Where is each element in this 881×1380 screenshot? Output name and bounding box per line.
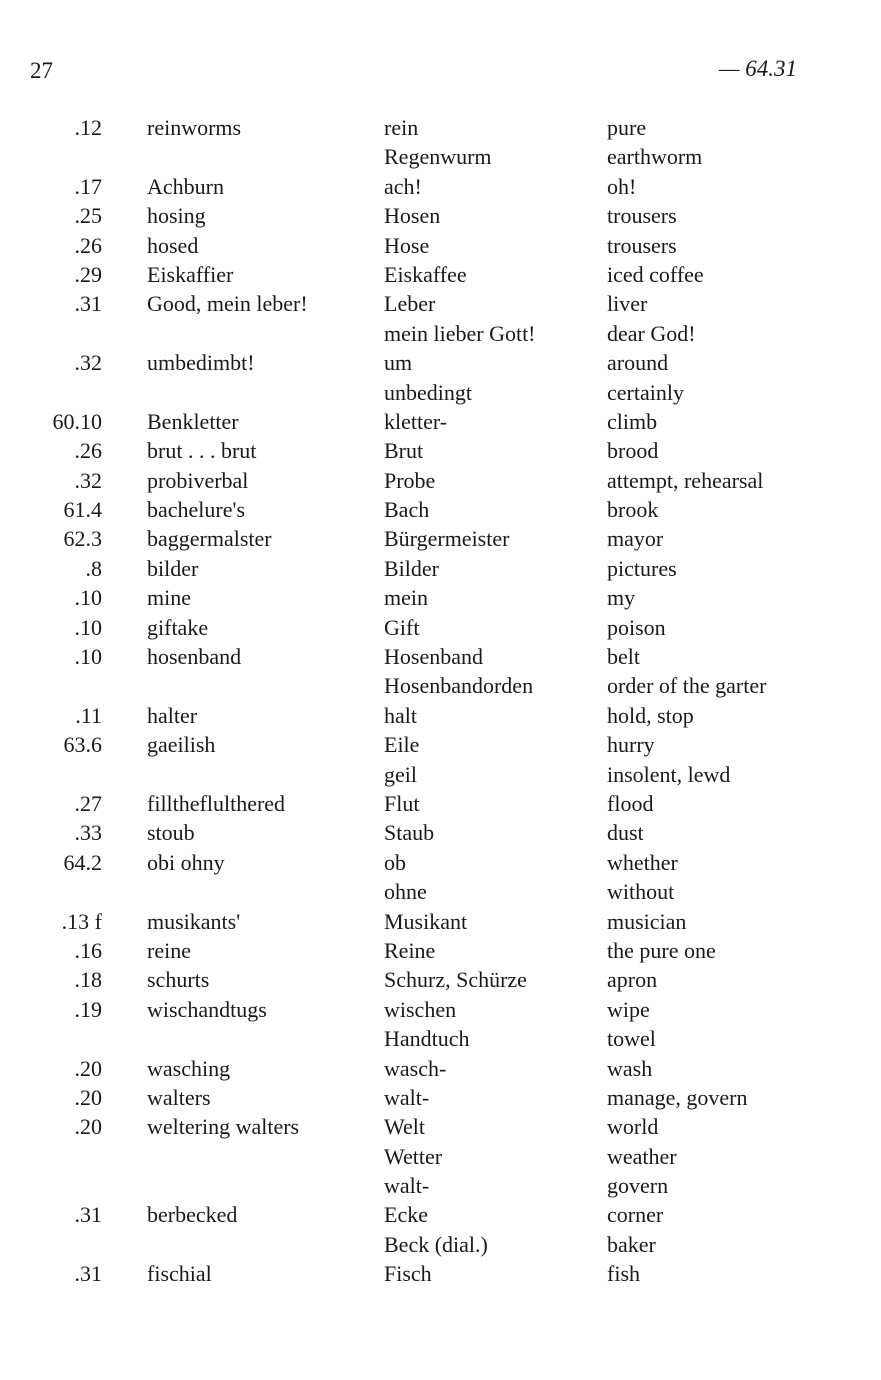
- german-term: Leber: [384, 291, 436, 317]
- source-word: reine: [147, 937, 191, 963]
- english-gloss: apron: [607, 967, 658, 993]
- german-term: Regenwurm: [384, 144, 492, 170]
- german-term: Bürgermeister: [384, 526, 510, 552]
- english-gloss: pictures: [607, 555, 677, 581]
- english-gloss: baker: [607, 1231, 656, 1257]
- line-reference: .26: [74, 438, 102, 464]
- german-term: Gift: [384, 614, 420, 640]
- german-term: ach!: [384, 173, 422, 199]
- line-reference: .10: [74, 585, 102, 611]
- german-term: walt-: [384, 1084, 430, 1110]
- source-word: musikants': [147, 908, 241, 934]
- glossary-row: [0, 995, 881, 1024]
- source-word: giftake: [147, 614, 209, 640]
- glossary-table: [0, 113, 881, 1289]
- source-word: reinworms: [147, 115, 242, 140]
- english-gloss: without: [607, 879, 675, 905]
- line-reference: 62.3: [63, 526, 102, 552]
- source-word: Benkletter: [147, 408, 239, 434]
- english-gloss: belt: [607, 644, 640, 670]
- glossary-row: [0, 789, 881, 818]
- german-term: mein lieber Gott!: [384, 320, 536, 346]
- glossary-row: [0, 613, 881, 642]
- german-term: Hose: [384, 232, 430, 258]
- english-gloss: wash: [607, 1055, 653, 1081]
- glossary-row: [0, 877, 881, 906]
- glossary-row: [0, 436, 881, 465]
- english-gloss: pure: [607, 115, 647, 140]
- german-term: Wetter: [384, 1143, 443, 1169]
- line-reference: .17: [74, 173, 102, 199]
- line-reference: .20: [74, 1055, 102, 1081]
- source-word: wischandtugs: [147, 996, 267, 1022]
- english-gloss: dear God!: [607, 320, 696, 346]
- page-number: 27: [30, 58, 53, 83]
- source-word: weltering walters: [147, 1114, 300, 1140]
- english-gloss: corner: [607, 1202, 664, 1228]
- english-gloss: musician: [607, 908, 687, 934]
- line-reference: .29: [74, 261, 102, 287]
- source-word: bachelure's: [147, 497, 246, 523]
- english-gloss: iced coffee: [607, 261, 704, 287]
- glossary-row: [0, 378, 881, 407]
- source-word: wasching: [147, 1055, 231, 1081]
- line-reference: .19: [74, 996, 102, 1022]
- source-word: filltheflulthered: [147, 790, 286, 816]
- glossary-row: [0, 730, 881, 759]
- german-term: Hosenbandorden: [384, 673, 534, 699]
- english-gloss: hold, stop: [607, 702, 694, 728]
- glossary-row: [0, 1230, 881, 1259]
- english-gloss: liver: [607, 291, 648, 317]
- line-reference: .31: [74, 291, 102, 317]
- source-word: gaeilish: [147, 732, 216, 758]
- glossary-row: [0, 348, 881, 377]
- line-reference: .20: [74, 1084, 102, 1110]
- english-gloss: flood: [607, 790, 654, 816]
- glossary-row: [0, 907, 881, 936]
- english-gloss: weather: [607, 1143, 677, 1169]
- german-term: unbedingt: [384, 379, 472, 405]
- line-reference: .31: [74, 1261, 102, 1287]
- line-reference: .10: [74, 644, 102, 670]
- source-word: hosing: [147, 203, 206, 229]
- line-reference: .20: [74, 1114, 102, 1140]
- glossary-row: [0, 642, 881, 671]
- english-gloss: poison: [607, 614, 666, 640]
- source-word: probiverbal: [147, 467, 249, 493]
- german-term: Ecke: [384, 1202, 428, 1228]
- glossary-row: [0, 848, 881, 877]
- source-word: Achburn: [147, 173, 224, 199]
- german-term: Hosenband: [384, 644, 483, 670]
- glossary-row: [0, 1200, 881, 1229]
- source-word: walters: [147, 1084, 211, 1110]
- line-reference: 63.6: [63, 732, 102, 758]
- line-reference: .16: [74, 937, 102, 963]
- line-reference: .8: [85, 555, 102, 581]
- line-reference: .31: [74, 1202, 102, 1228]
- english-gloss: fish: [607, 1261, 640, 1287]
- glossary-row: [0, 1024, 881, 1053]
- glossary-row: [0, 1259, 881, 1288]
- line-reference: .32: [74, 467, 102, 493]
- glossary-row: [0, 231, 881, 260]
- glossary-row: [0, 495, 881, 524]
- glossary-row: [0, 319, 881, 348]
- glossary-row: [0, 407, 881, 436]
- english-gloss: certainly: [607, 379, 684, 405]
- english-gloss: climb: [607, 408, 658, 434]
- german-term: Hosen: [384, 203, 441, 229]
- english-gloss: the pure one: [607, 937, 716, 963]
- source-word: halter: [147, 702, 198, 728]
- glossary-row: [0, 701, 881, 730]
- german-term: Bilder: [384, 555, 439, 581]
- source-word: brut . . . brut: [147, 438, 257, 464]
- german-term: Eile: [384, 732, 420, 758]
- english-gloss: whether: [607, 849, 678, 875]
- glossary-row: [0, 466, 881, 495]
- english-gloss: towel: [607, 1026, 656, 1052]
- source-word: Good, mein leber!: [147, 291, 308, 317]
- source-word: schurts: [147, 967, 210, 993]
- line-reference: 64.2: [63, 849, 102, 875]
- running-head: — 64.31: [719, 56, 797, 81]
- english-gloss: around: [607, 350, 669, 376]
- german-term: wischen: [384, 996, 457, 1022]
- source-word: stoub: [147, 820, 195, 846]
- glossary-row: [0, 818, 881, 847]
- source-word: fischial: [147, 1261, 212, 1287]
- german-term: ohne: [384, 879, 427, 905]
- source-word: obi ohny: [147, 849, 225, 875]
- german-term: Welt: [384, 1114, 425, 1140]
- line-reference: .32: [74, 350, 102, 376]
- german-term: Schurz, Schürze: [384, 967, 527, 993]
- glossary-row: [0, 201, 881, 230]
- glossary-row: [0, 965, 881, 994]
- english-gloss: oh!: [607, 173, 637, 199]
- english-gloss: earthworm: [607, 144, 703, 170]
- line-reference: .18: [74, 967, 102, 993]
- english-gloss: govern: [607, 1173, 669, 1199]
- english-gloss: attempt, rehearsal: [607, 467, 764, 493]
- line-reference: .26: [74, 232, 102, 258]
- line-reference: .13 f: [61, 908, 102, 934]
- glossary-row: [0, 172, 881, 201]
- source-word: bilder: [147, 555, 199, 581]
- german-term: Fisch: [384, 1261, 432, 1287]
- german-term: Brut: [384, 438, 424, 464]
- german-term: halt: [384, 702, 417, 728]
- german-term: mein: [384, 585, 428, 611]
- glossary-row: [0, 1112, 881, 1141]
- line-reference: .25: [74, 203, 102, 229]
- english-gloss: mayor: [607, 526, 664, 552]
- glossary-row: [0, 760, 881, 789]
- english-gloss: trousers: [607, 203, 677, 229]
- source-word: baggermalster: [147, 526, 272, 552]
- source-word: hosenband: [147, 644, 242, 670]
- german-term: Bach: [384, 497, 430, 523]
- english-gloss: insolent, lewd: [607, 761, 731, 787]
- german-term: Probe: [384, 467, 436, 493]
- german-term: Staub: [384, 820, 435, 846]
- glossary-row: [0, 260, 881, 289]
- german-term: walt-: [384, 1173, 430, 1199]
- german-term: Musikant: [384, 908, 468, 934]
- source-word: hosed: [147, 232, 199, 258]
- glossary-row: [0, 524, 881, 553]
- german-term: ob: [384, 849, 406, 875]
- source-word: umbedimbt!: [147, 350, 255, 376]
- german-term: um: [384, 350, 413, 376]
- english-gloss: brood: [607, 438, 659, 464]
- english-gloss: manage, govern: [607, 1084, 748, 1110]
- glossary-row: [0, 554, 881, 583]
- line-reference: .27: [74, 790, 102, 816]
- glossary-row: [0, 936, 881, 965]
- english-gloss: trousers: [607, 232, 677, 258]
- german-term: Beck (dial.): [384, 1231, 488, 1257]
- glossary-row: [0, 1054, 881, 1083]
- glossary-row: [0, 1171, 881, 1200]
- source-word: Eiskaffier: [147, 261, 234, 287]
- glossary-row: [0, 583, 881, 612]
- english-gloss: my: [607, 585, 636, 611]
- german-term: Flut: [384, 790, 420, 816]
- english-gloss: brook: [607, 497, 659, 523]
- german-term: geil: [384, 761, 417, 787]
- german-term: wasch-: [384, 1055, 447, 1081]
- german-term: Eiskaffee: [384, 261, 467, 287]
- english-gloss: world: [607, 1114, 659, 1140]
- german-term: rein: [384, 115, 419, 140]
- line-reference: .33: [74, 820, 102, 846]
- source-word: berbecked: [147, 1202, 238, 1228]
- line-reference: 61.4: [63, 497, 102, 523]
- german-term: Handtuch: [384, 1026, 470, 1052]
- line-reference: .11: [75, 702, 102, 728]
- line-reference: 60.10: [52, 408, 102, 434]
- glossary-row: [0, 113, 881, 142]
- english-gloss: hurry: [607, 732, 655, 758]
- english-gloss: wipe: [607, 996, 650, 1022]
- english-gloss: dust: [607, 820, 644, 846]
- glossary-row: [0, 1083, 881, 1112]
- glossary-row: [0, 671, 881, 700]
- english-gloss: order of the garter: [607, 673, 767, 699]
- line-reference: .10: [74, 614, 102, 640]
- german-term: kletter-: [384, 408, 448, 434]
- german-term: Reine: [384, 937, 436, 963]
- source-word: mine: [147, 585, 191, 611]
- line-reference: .12: [74, 115, 102, 140]
- glossary-row: [0, 142, 881, 171]
- glossary-row: [0, 289, 881, 318]
- glossary-row: [0, 1142, 881, 1171]
